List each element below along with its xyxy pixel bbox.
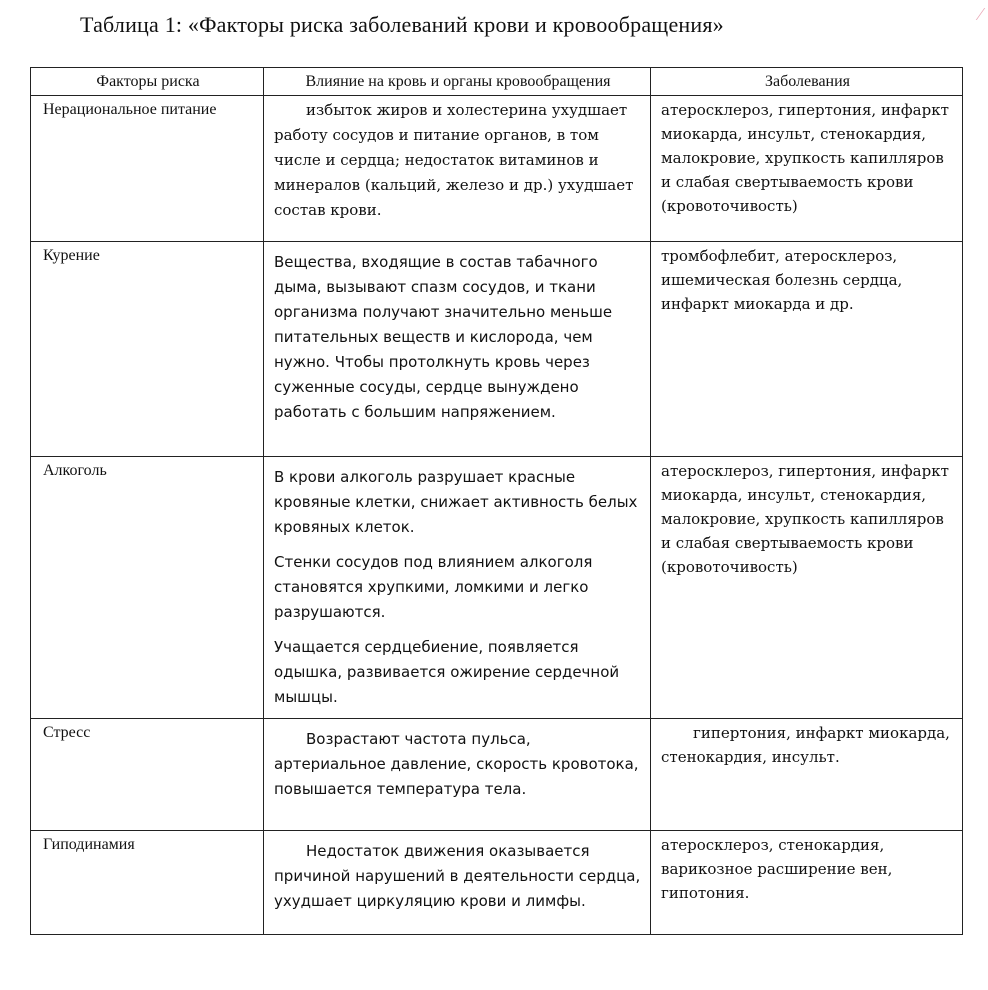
factor-cell: Алкоголь — [31, 457, 264, 719]
effect-paragraph: Стенки сосудов под влиянием алкоголя становятся хрупкими, ломкими и легко разрушаются. — [274, 553, 593, 621]
disease-cell: атеросклероз, стенокардия, варикозное расширение вен, гипотония. — [651, 831, 963, 935]
disease-cell — [651, 719, 963, 831]
page-title: Таблица 1: «Факторы риска заболеваний крови и кровообращения» — [80, 12, 724, 37]
effect-paragraph: избыток жиров и холестерина ухудшает работу сосудов и питание органов, в том числе и сердца; недостаток витаминов и минералов (кальций, железо и др.) ухудшает состав крови. — [274, 101, 634, 219]
factor-cell: Нерациональное питание — [31, 96, 264, 242]
table-row — [31, 831, 963, 935]
effect-paragraph: Возрастают частота пульса, артериальное давление, скорость кровотока, повышается температура тела. — [274, 730, 639, 798]
effect-paragraph: Вещества, входящие в состав табачного дыма, вызывают спазм сосудов, и ткани организма получают значительно меньше питательных веществ и кислорода, чем нужно. Чтобы протолкнуть кровь через суженные сосуды, сердце вынуждено работать с большим напряжением. — [274, 253, 613, 421]
table-header-row — [31, 68, 963, 96]
table-row — [31, 242, 963, 457]
effect-cell — [264, 719, 651, 831]
effect-cell — [264, 242, 651, 457]
effect-paragraph: Учащается сердцебиение, появляется одышка, развивается ожирение сердечной мышцы. — [274, 638, 620, 706]
corner-mark-icon: ⁄ — [978, 4, 982, 24]
effect-cell — [264, 96, 651, 242]
table-row — [31, 719, 963, 831]
disease-cell: атеросклероз, гипертония, инфаркт миокарда, инсульт, стенокардия, малокровие, хрупкость капилляров и слабая свертываемость крови (кровоточивость) — [651, 457, 963, 719]
disease-cell: атеросклероз, гипертония, инфаркт миокарда, инсульт, стенокардия, малокровие, хрупкость капилляров и слабая свертываемость крови (кровоточивость) — [651, 96, 963, 242]
header-effect: Влияние на кровь и органы кровообращения — [264, 68, 651, 96]
disease-cell: тромбофлебит, атеросклероз, ишемическая болезнь сердца, инфаркт миокарда и др. — [651, 242, 963, 457]
risk-factors-table — [30, 67, 963, 935]
effect-cell — [264, 457, 651, 719]
factor-cell: Курение — [31, 242, 264, 457]
table-row — [31, 96, 963, 242]
header-disease: Заболевания — [651, 68, 963, 96]
effect-cell — [264, 831, 651, 935]
factor-cell: Гиподинамия — [31, 831, 264, 935]
effect-paragraph: Недостаток движения оказывается причиной нарушений в деятельности сердца, ухудшает циркуляцию крови и лимфы. — [274, 842, 641, 910]
effect-paragraph: В крови алкоголь разрушает красные кровяные клетки, снижает активность белых кровяных клеток. — [274, 468, 638, 536]
table-row — [31, 457, 963, 719]
header-factor: Факторы риска — [31, 68, 264, 96]
factor-cell: Стресс — [31, 719, 264, 831]
disease-paragraph: гипертония, инфаркт миокарда, стенокардия, инсульт. — [661, 724, 950, 766]
